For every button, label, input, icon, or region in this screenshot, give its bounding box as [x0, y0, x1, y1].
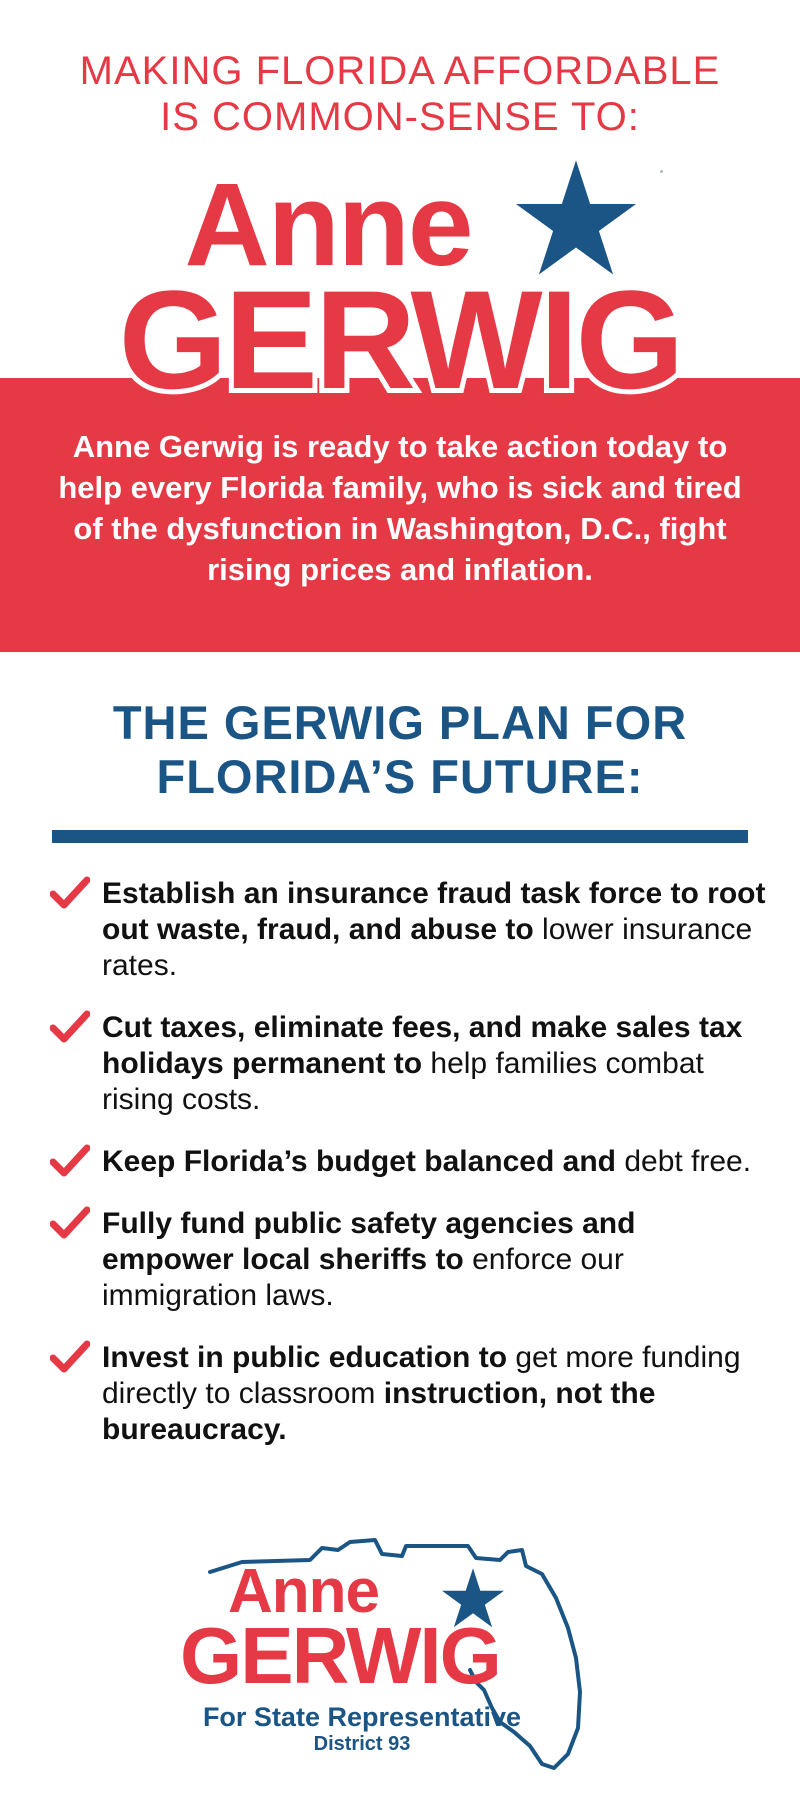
plan-list	[50, 876, 770, 1474]
intro-statement: Anne Gerwig is ready to take action today to help every Florida family, who is sick and tired of the dysfunction in Washington, D.C., fight rising prices and inflation.	[58, 429, 742, 587]
plan-item-text: enforce our immigration laws.	[102, 1243, 624, 1312]
plan-item-bold-end: instruction, not the bureaucracy.	[102, 1377, 656, 1446]
star-icon	[516, 160, 636, 276]
checkmark-icon	[50, 876, 90, 910]
checkmark-icon	[50, 1144, 90, 1178]
plan-title-line-1: THE GERWIG PLAN FOR	[112, 696, 688, 749]
checkmark-icon	[50, 1340, 90, 1374]
campaign-logo	[170, 1532, 640, 1772]
logo-district: District 93	[313, 1733, 411, 1755]
plan-item-bold: Fully fund public safety agencies and empower local sheriffs to	[102, 1207, 636, 1276]
checkmark-icon	[50, 1206, 90, 1240]
plan-item-bold: Invest in public education to	[102, 1341, 508, 1374]
hero-last-name: GERWIG	[118, 261, 682, 418]
plan-item-bold: Establish an insurance fraud task force to root out waste, fraud, and abuse to	[102, 877, 766, 946]
plan-item	[50, 1340, 770, 1448]
plan-item-bold: Cut taxes, eliminate fees, and make sales tax holidays permanent to	[102, 1011, 743, 1080]
plan-item-bold: Keep Florida’s budget balanced and	[102, 1145, 616, 1178]
tagline-line-2: IS COMMON-SENSE TO:	[160, 95, 640, 139]
divider-rule	[52, 830, 748, 843]
plan-title-line-2: FLORIDA’S FUTURE:	[156, 750, 644, 803]
plan-item	[50, 1010, 770, 1118]
plan-item	[50, 1144, 770, 1180]
plan-item	[50, 1206, 770, 1314]
stray-dot	[660, 170, 663, 173]
plan-item-text: debt free.	[615, 1145, 752, 1178]
plan-item-text: lower insurance rates.	[102, 913, 753, 982]
hero-first-name: Anne	[184, 159, 472, 291]
plan-item	[50, 876, 770, 984]
tagline-line-1: MAKING FLORIDA AFFORDABLE	[79, 49, 721, 93]
checkmark-icon	[50, 1010, 90, 1044]
plan-item-text: get more funding directly to classroom	[102, 1341, 741, 1410]
logo-first-name: Anne	[228, 1557, 379, 1626]
logo-office: For State Representative	[202, 1702, 522, 1732]
plan-title	[0, 696, 800, 804]
tagline	[0, 48, 800, 140]
plan-item-text: help families combat rising costs.	[102, 1047, 704, 1116]
logo-last-name: GERWIG	[180, 1611, 500, 1700]
